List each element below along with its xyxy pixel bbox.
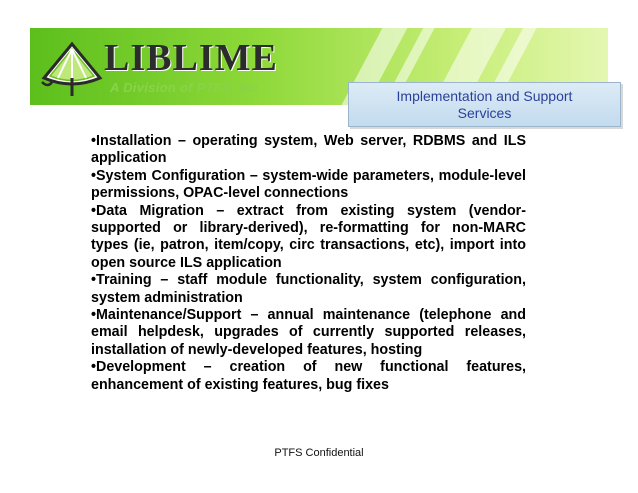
slide-title-line-1: Implementation and Support (396, 88, 573, 104)
bullet-list (91, 133, 526, 394)
bullet-maintenance-support: •Maintenance/Support – annual maintenance (telephone and email helpdesk, upgrades of currently supported releases, installation of newly-developed features, hosting (91, 307, 526, 358)
header-banner (30, 28, 608, 121)
logo-tagline: A Division of PTFS, Inc (110, 80, 259, 95)
lime-slice-icon (38, 38, 108, 98)
bullet-data-migration: •Data Migration – extract from existing system (vendor-supported or library-derived), re-formatting for non-MARC types (ie, patron, item/copy, circ transactions, etc), import into open source ILS application (91, 202, 526, 271)
bullet-training: •Training – staff module functionality, system configuration, system administration (91, 272, 526, 306)
slide-title-box (348, 82, 621, 127)
bullet-development: •Development – creation of new functional features, enhancement of existing features, bug fixes (91, 359, 526, 393)
logo-wordmark: LIBLIME (104, 37, 278, 79)
slide-title-line-2: Services (457, 105, 512, 121)
bullet-system-configuration: •System Configuration – system-wide parameters, module-level permissions, OPAC-level connections (91, 167, 526, 202)
footer-confidential: PTFS Confidential (274, 447, 364, 459)
slide-title (349, 88, 620, 122)
bullet-installation: •Installation – operating system, Web server, RDBMS and ILS application (91, 133, 526, 167)
